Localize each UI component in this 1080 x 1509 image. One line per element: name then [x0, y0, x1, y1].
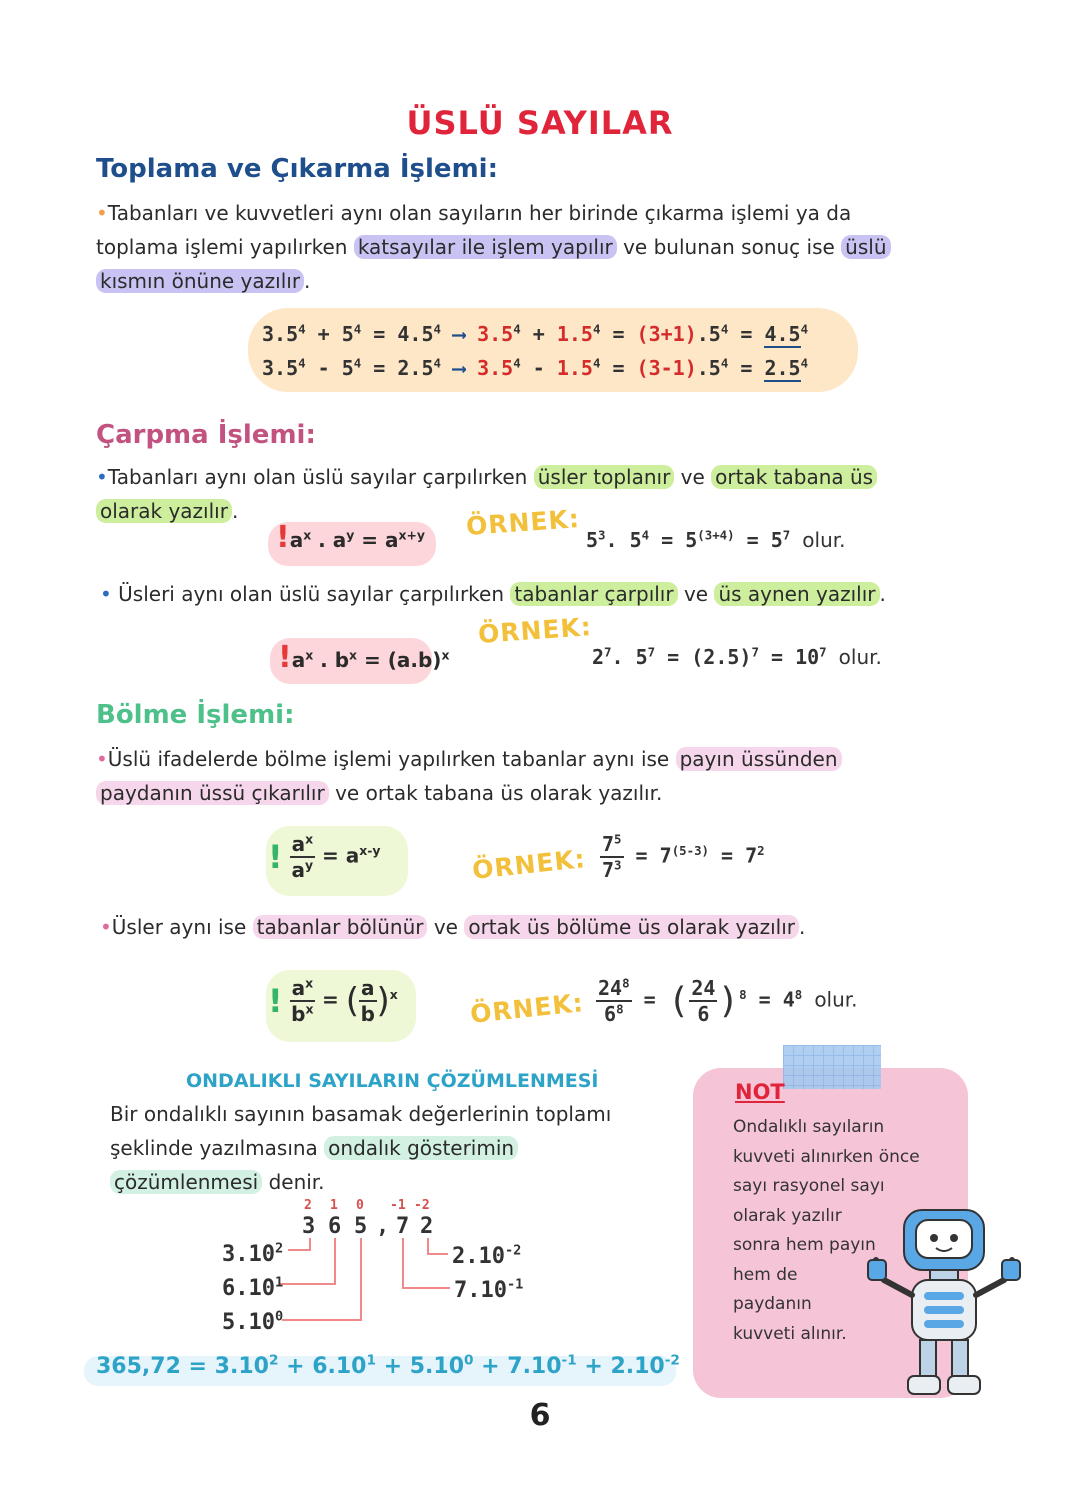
expanded-term: $7.10^{-1}$	[454, 1276, 524, 1303]
toplama-paragraph: •Tabanları ve kuvvetleri aynı olan sayıların her birinde çıkarma işlemi ya da toplama işlemi yapılırken katsayılar ile işlem yapılır ve bulunan sonuç ise üslü kısmın önüne yazılır .	[96, 196, 986, 298]
place-value-label: -2	[414, 1198, 430, 1213]
bolme-paragraph-2: •Üsler aynı ise tabanlar bölünür ve ortak üs bölüme üs olarak yazılır .	[100, 915, 806, 939]
section-heading-toplama: Toplama ve Çıkarma İşlemi:	[96, 154, 498, 184]
ornek-label: ÖRNEK:	[470, 844, 588, 885]
decimal-comma: ,	[376, 1214, 390, 1239]
ornek-label: ÖRNEK:	[477, 612, 593, 649]
digit: 7	[396, 1214, 410, 1239]
digit: 6	[328, 1214, 342, 1239]
toplama-equation-2: $3.5^4 - 5^4 = 2.5^4$ ⟶ $3.5^4 - 1.5^4 = (3-1).5^4 = 2.5^4$	[262, 355, 809, 380]
digit: 5	[354, 1214, 368, 1239]
arrow-right-icon: ⟶	[453, 322, 466, 346]
place-value-label: 0	[356, 1198, 364, 1213]
section-heading-ondalik: ONDALIKLI SAYILARIN ÇÖZÜMLENMESİ	[186, 1070, 599, 1092]
ornek-label: ÖRNEK:	[468, 988, 586, 1029]
carpma-paragraph-1: •Tabanları aynı olan üslü sayılar çarpılırken üsler toplanır ve ortak tabana üs olarak yazılır .	[96, 460, 986, 528]
arrow-right-icon: ⟶	[453, 356, 466, 380]
expanded-term: $2.10^{-2}$	[452, 1242, 522, 1269]
expanded-term: 3.10$^2$	[222, 1240, 284, 1267]
robot-illustration	[864, 1200, 1024, 1410]
ondalik-summary: $365,72 = 3.10^2 + 6.10^1 + 5.10^0 + 7.10^{-1} + 2.10^{-2}$	[96, 1352, 680, 1379]
expanded-term: 6.10$^1$	[222, 1274, 284, 1301]
bolme-rule-1: ! $\frac{a^x}{a^y}$ = $a^{x-y}$	[268, 831, 381, 882]
exclamation-icon: !	[278, 640, 292, 675]
place-value-label: 2	[304, 1198, 312, 1213]
digit: 3	[302, 1214, 316, 1239]
tape-decoration	[783, 1045, 881, 1089]
place-value-label: -1	[390, 1198, 406, 1213]
note-text: Ondalıklı sayıların kuvveti alınırken önce sayı rasyonel sayı olarak yazılır sonra hem payın hem de paydanın kuvveti alınır.	[733, 1117, 920, 1344]
page-number: 6	[529, 1398, 551, 1433]
carpma-rule-2: $!a^x$ . $b^x = (a.b)^x$	[278, 640, 450, 675]
bolme-example-2: $\frac{24^8}{6^8}$ = ( $\frac{24}{6}$ )$^8 = 4^8$ olur.	[598, 975, 858, 1026]
carpma-example-2: $2^7$. $5^7 = (2.5)^7 = 10^7$ olur.	[592, 644, 882, 669]
bolme-paragraph-1: •Üslü ifadelerde bölme işlemi yapılırken tabanlar aynı ise payın üssünden paydanın üssü çıkarılır ve ortak tabana üs olarak yazılır.	[96, 742, 986, 810]
exclamation-icon: !	[268, 838, 283, 876]
digit: 2	[420, 1214, 434, 1239]
toplama-equation-1: $3.5^4 + 5^4 = 4.5^4$ ⟶ $3.5^4 + 1.5^4 = (3+1).5^4 = 4.5^4$	[262, 321, 809, 346]
exclamation-icon: !	[268, 982, 283, 1020]
carpma-paragraph-2: • Üsleri aynı olan üslü sayılar çarpılırken tabanlar çarpılır ve üs aynen yazılır .	[100, 582, 886, 606]
page-title: ÜSLÜ SAYILAR	[406, 104, 674, 142]
carpma-example-1: $5^3$. $5^4 = 5^{(3+4)} = 5^7$ olur.	[586, 527, 846, 552]
exclamation-icon: !	[276, 520, 290, 555]
bolme-example-1: $\frac{7^5}{7^3}$ = $7^{(5-3)} = 7^2$	[602, 831, 765, 882]
expanded-term: 5.10$^0$	[222, 1308, 284, 1335]
section-heading-bolme: Bölme İşlemi:	[96, 700, 295, 730]
bolme-rule-2: ! $\frac{a^x}{b^x}$ = ( $\frac{a}{b}$ )$^x$	[268, 975, 398, 1026]
note-title: NOT	[735, 1080, 785, 1104]
carpma-rule-1: $!a^x$ . $a^y = a^{x+y}$	[276, 520, 425, 555]
ornek-label: ÖRNEK:	[465, 504, 581, 541]
place-value-label: 1	[330, 1198, 338, 1213]
ondalik-paragraph: Bir ondalıklı sayının basamak değerlerinin toplamı şeklinde yazılmasına ondalık gösterimin çözümlenmesi denir.	[110, 1102, 612, 1194]
section-heading-carpma: Çarpma İşlemi:	[96, 420, 316, 450]
